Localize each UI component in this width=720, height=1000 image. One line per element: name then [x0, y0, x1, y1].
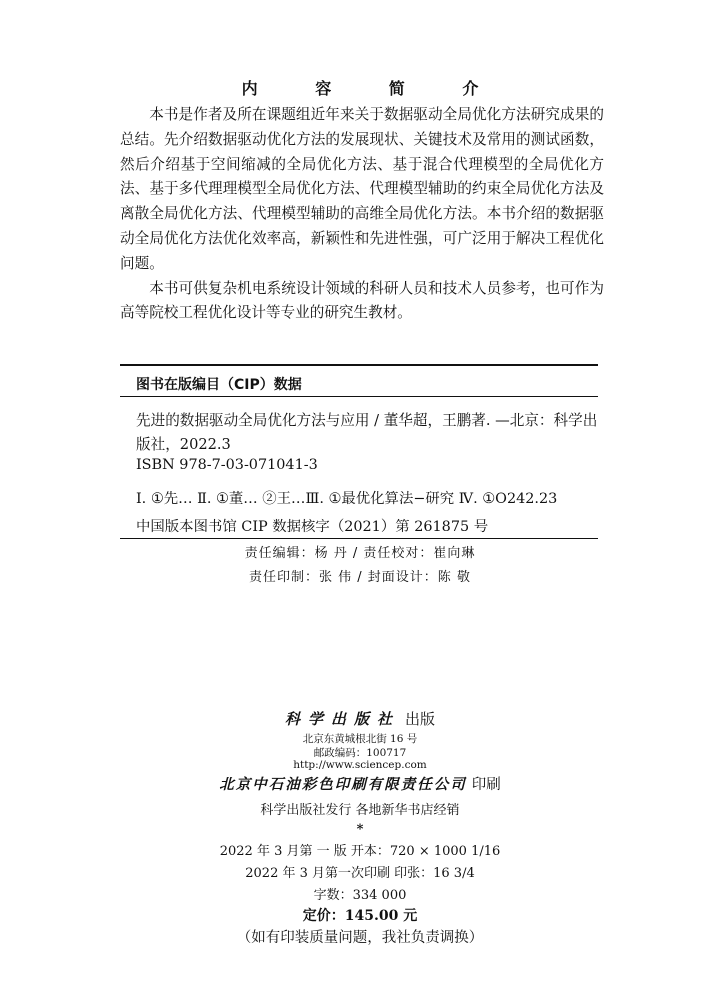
cip-top-rule	[120, 364, 598, 366]
cip-divider	[120, 396, 598, 397]
edition-info: 2022 年 3 月第 一 版 开本：720 × 1000 1/16	[219, 844, 501, 859]
cip-number: 中国版本图书馆 CIP 数据核字（2021）第 261875 号	[136, 519, 489, 535]
cip-bottom-rule	[120, 538, 598, 539]
publisher-name: 科学出版社	[284, 710, 400, 728]
publisher-line	[0, 708, 720, 729]
publisher-address: 北京东黄城根北街 16 号	[302, 733, 418, 745]
publisher-suffix: 出版	[405, 710, 436, 728]
printing-info: 2022 年 3 月第一次印刷 印张：16 3/4	[245, 866, 475, 881]
cip-entry: 先进的数据驱动全局优化方法与应用 / 董华超，王鹏著. —北京：科学出版社，2022.3	[136, 412, 598, 453]
price: 定价：145.00 元	[302, 908, 418, 924]
summary-paragraph: 本书可供复杂机电系统设计领域的科研人员和技术人员参考，也可作为高等院校工程优化设计等专业的研究生教材。	[120, 279, 604, 322]
staff-line-editors: 责任编辑：杨 丹 / 责任校对：崔向琳	[244, 546, 476, 561]
quality-notice: （如有印装质量问题，我社负责调换）	[236, 930, 484, 946]
cip-heading: 图书在版编目（CIP）数据	[136, 377, 302, 393]
summary-paragraph: 本书是作者及所在课题组近年来关于数据驱动全局优化方法研究成果的总结。先介绍数据驱动优化方法的发展现状、关键技术及常用的测试函数，然后介绍基于空间缩减的全局优化方法、基于混合代理模型的全局优化方法、基于多代理理模型全局优化方法、代理模型辅助的约束全局优化方法及离散全局优化方法、代理模型辅助的高维全局优化方法。本书介绍的数据驱动全局优化方法优化效率高，新颖性和先进性强，可广泛用于解决工程优化问题。	[120, 106, 604, 272]
printer-line	[0, 773, 720, 794]
summary-title: 内 容 简 介	[241, 79, 505, 98]
separator-star: *	[356, 822, 364, 837]
word-count: 字数：334 000	[313, 888, 407, 903]
publisher-url: http://www.sciencep.com	[293, 759, 427, 771]
printer-suffix: 印刷	[471, 777, 501, 793]
distribution: 科学出版社发行 各地新华书店经销	[260, 803, 460, 818]
staff-line-production: 责任印制：张 伟 / 封面设计：陈 敬	[249, 570, 471, 585]
cip-isbn: ISBN 978-7-03-071041-3	[136, 457, 318, 473]
cip-classification: Ⅰ. ①先… Ⅱ. ①董… ②王…Ⅲ. ①最优化算法−研究 Ⅳ. ①O242.23	[136, 491, 558, 507]
printer-name: 北京中石油彩色印刷有限责任公司	[219, 776, 467, 793]
summary-body	[120, 103, 604, 326]
publisher-postcode: 邮政编码：100717	[313, 747, 407, 759]
